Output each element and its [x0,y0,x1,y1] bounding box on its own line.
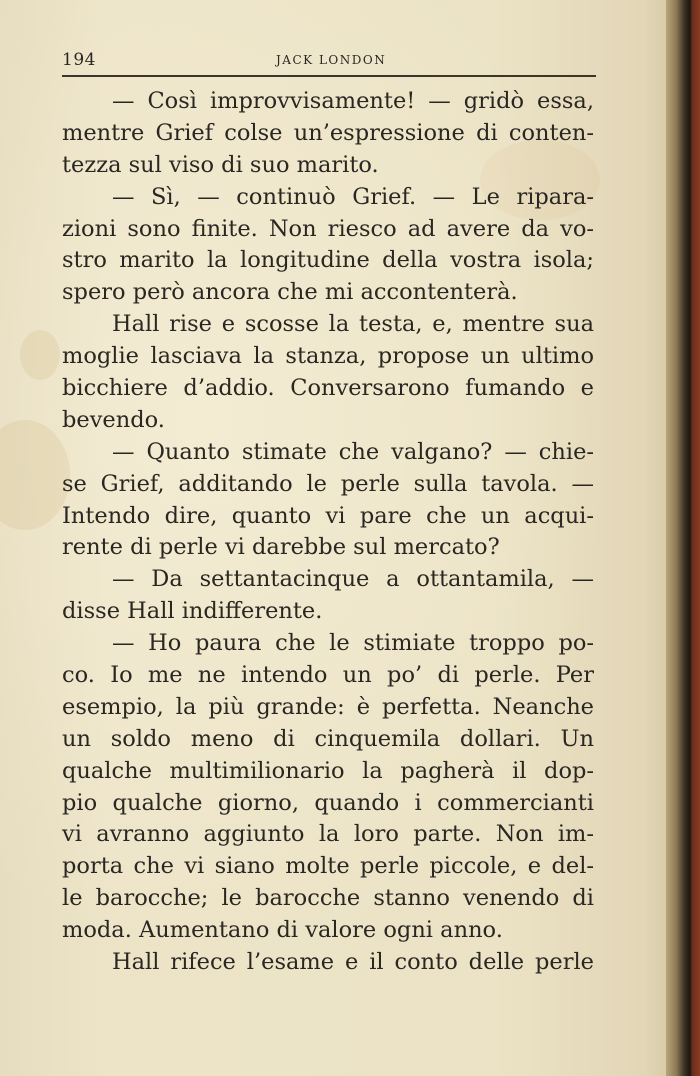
text-line: Intendo dire, quanto vi pare che un acqui- [62,502,594,529]
text-line: zioni sono finite. Non riesco ad avere da vo- [62,215,594,242]
text-line: moglie lasciava la stanza, propose un ultimo [62,343,594,370]
text-line: un soldo meno di cinquemila dollari. Un [62,725,594,752]
text-line: esempio, la più grande: è perfetta. Neanche [62,693,594,720]
text-line: co. Io me ne intendo un po’ di perle. Per [62,662,594,689]
paragraph [62,628,594,947]
header-rule [62,75,596,77]
paragraph [62,182,594,310]
text-line: — Quanto stimate che valgano? — chie- [112,438,594,465]
text-line: spero però ancora che mi accontenterà. [62,279,518,306]
page-header [62,50,596,72]
paragraph [62,564,594,628]
text-line: tezza sul viso di suo marito. [62,151,379,178]
paragraph [62,947,594,979]
text-line: — Da settantacinque a ottantamila, — [112,566,594,593]
text-line: qualche multimilionario la pagherà il dop- [62,757,594,784]
text-line: mentre Grief colse un’espressione di conten- [62,119,594,146]
text-line: — Sì, — continuò Grief. — Le ripara- [112,183,594,210]
text-line: — Così improvvisamente! — gridò essa, [112,88,594,114]
text-line: bevendo. [62,406,165,433]
paper-stain [20,330,60,380]
paper-stain [0,420,70,530]
text-line: Hall rifece l’esame e il conto delle perle [112,949,594,976]
text-line: moda. Aumentano di valore ogni anno. [62,917,503,944]
paragraph [62,437,594,565]
text-line: porta che vi siano molte perle piccole, e del- [62,853,594,880]
text-line: se Grief, additando le perle sulla tavola. — [62,470,594,497]
paragraph [62,86,594,182]
text-line: stro marito la longitudine della vostra isola; [62,247,594,274]
text-line: vi avranno aggiunto la loro parte. Non im- [62,821,594,848]
text-line: bicchiere d’addio. Conversarono fumando e [62,375,594,402]
running-head: JACK LONDON [276,53,387,67]
text-line: — Ho paura che le stimiate troppo po- [112,630,594,657]
body-text [62,86,594,979]
text-line: rente di perle vi darebbe sul mercato? [62,534,500,561]
page-number: 194 [62,50,96,70]
text-line: pio qualche giorno, quando i commercianti [62,789,594,816]
book-spine-edge [666,0,700,1076]
text-line: le barocche; le barocche stanno venendo di [62,885,594,912]
text-line: Hall rise e scosse la testa, e, mentre sua [112,311,594,338]
paragraph [62,309,594,437]
text-line: disse Hall indifferente. [62,598,323,625]
